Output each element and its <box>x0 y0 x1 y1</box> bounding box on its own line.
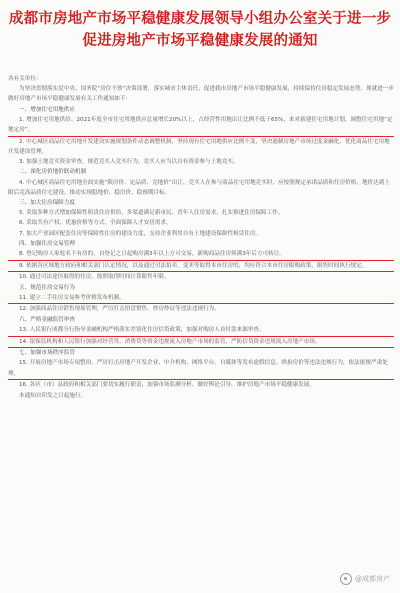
paragraph: 14. 银保监机构和人民银行加强对经营贷、消费贷等资金违规流入房地产市场的监管，严防信贷资金违规流入房地产市场。 <box>8 337 394 349</box>
section-heading: 一、增加住宅用地供应 <box>19 106 75 113</box>
paragraph: 16. 各区（市）县政府和相关部门要切实履行职责，加强市场监测分析，做好舆论引导，维护房地产市场平稳健康发展。 <box>19 382 315 389</box>
section-5 <box>8 283 394 315</box>
paragraph: 15. 开展房地产市场专项整治，严厉打击房地产开发企业、中介机构、网络平台、自媒体等发布虚假信息、哄抬房价等违法违规行为，依法依规严肃处理。 <box>8 358 394 380</box>
section-1 <box>8 105 394 168</box>
section-heading: 六、严格金融监管审查 <box>19 316 75 323</box>
paragraph: 11. 建立二手住房交易参考价格发布机制。 <box>8 293 394 305</box>
section-4 <box>8 239 394 283</box>
section-heading: 五、规范住房交易行为 <box>19 284 75 291</box>
paragraph: 10. 通过司法途径取得的住房，按照取得时间计算限售年限。 <box>19 274 170 281</box>
salutation: 各有关单位： <box>8 76 42 82</box>
paragraph: 6. 采取共有产权、优惠价格等方式，全面保障人才安居需求。 <box>19 220 172 227</box>
section-7 <box>8 348 394 390</box>
section-2 <box>8 167 394 198</box>
section-heading: 二、深化房价地价联动机制 <box>19 169 87 176</box>
paragraph: 7. 加大产业园区配套住房等保障性住房的建设力度，支持企业利用自有土地建设保障性租赁住房。 <box>19 230 262 237</box>
document-body <box>8 74 394 401</box>
section-heading: 七、加强市场秩序监管 <box>19 350 75 357</box>
paragraph: 3. 加强土地竞买资金审查，规范竞买人竞买行为，竞买人应当以自有资金参与土地竞买。 <box>19 159 239 166</box>
paragraph: 13. 人民银行成都分行指导金融机构严格落实差别化住房信贷政策，加强对购房人首付款来源审查。 <box>8 325 394 337</box>
section-3 <box>8 198 394 239</box>
page-title: 成都市房地产市场平稳健康发展领导小组办公室关于进一步促进房地产市场平稳健康发展的通知 <box>8 11 392 49</box>
section-heading: 三、加大住房保障力度 <box>19 199 75 206</box>
paragraph: 2. 中心城区商品住宅用地开发建设实施规划条件动态调整机制，坚持现有住宅用地供应比例不变，坚决遏制房地产市场过度金融化，优化商品住宅用地开发建设管理。 <box>8 138 390 155</box>
paragraph: 1. 增加住宅用地供给。2021年度全市住宅用地供应总量增长20%以上，占经营性用地出让比例不低于65%，来对新建住宅用地计划，调整住宅用地“定地定房”。 <box>8 115 394 137</box>
paragraph: 12. 加强商品住房销售现场管理，严厉打击捂盘惜售、炒房炒证等违法违规行为。 <box>19 306 220 313</box>
paragraph: 8. 登记购房人家庭名下有房的，自登记之日起购房满3年以上方可交易，新购商品住房须满3年后方可转让。 <box>8 249 394 261</box>
section-6 <box>8 315 394 349</box>
intro-paragraph: 为坚决贯彻落实党中央、国务院“房住不炒”决策部署，落实城市主体责任，促进我市房地产市场平稳健康发展，持续保持住房稳定发展态势，现就进一步做好房地产市场平稳健康发展有关工作通知如下： <box>8 86 394 103</box>
section-heading: 四、加强住房交易管理 <box>19 240 75 247</box>
watermark <box>340 573 390 585</box>
paragraph: 4. 中心城区商品住宅用地全面实施“限房价、定品质、竞地价”出让，竞买人在参与商品住宅用地竞买时，应按照规定承诺品质和住房价格，地价达到上限后竞高品质住宅建设，推动实现稳地价、稳房价、稳预期目标。 <box>8 179 390 196</box>
weibo-logo-icon <box>340 573 352 585</box>
watermark-text: @成都房产 <box>355 575 390 583</box>
closing-line: 本通知自印发之日起施行。 <box>19 392 87 399</box>
paragraph: 9. 依据各区域地方政府和相关部门认定情况，以及通过司法拍卖、变卖等取得本市住房的，均应符合本市住房限购政策，限售时间执行规定。 <box>8 261 394 273</box>
paragraph: 5. 采取多种方式增加保障性租赁住房供给，多渠道满足新市民、青年人住房需求，扎实推进住房保障工作。 <box>19 210 284 217</box>
